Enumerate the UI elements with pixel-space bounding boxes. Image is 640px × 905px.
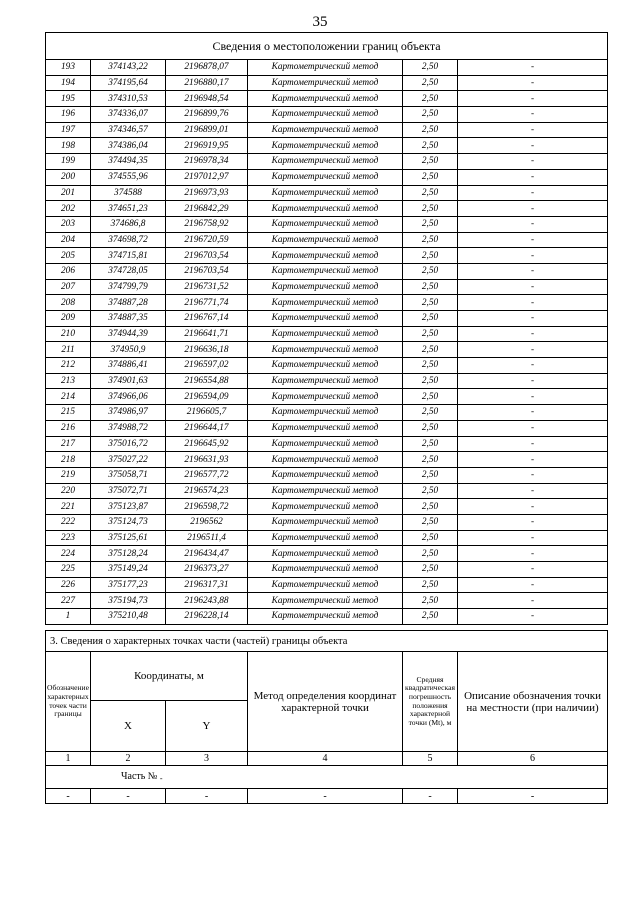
method: Картометрический метод bbox=[248, 467, 403, 483]
description: - bbox=[458, 263, 608, 279]
method: Картометрический метод bbox=[248, 232, 403, 248]
table-row bbox=[46, 122, 608, 138]
coord-x: 374715,81 bbox=[91, 248, 166, 264]
point-id: 219 bbox=[46, 467, 91, 483]
description: - bbox=[458, 499, 608, 515]
coord-y: 2196703,54 bbox=[166, 248, 248, 264]
description: - bbox=[458, 248, 608, 264]
description: - bbox=[458, 514, 608, 530]
table-row bbox=[46, 185, 608, 201]
method: Картометрический метод bbox=[248, 562, 403, 578]
empty-cell: - bbox=[166, 789, 248, 804]
point-id: 208 bbox=[46, 295, 91, 311]
coord-y: 2196645,92 bbox=[166, 436, 248, 452]
method: Картометрический метод bbox=[248, 216, 403, 232]
coord-x: 374799,79 bbox=[91, 279, 166, 295]
point-id: 222 bbox=[46, 514, 91, 530]
description: - bbox=[458, 232, 608, 248]
table-row bbox=[46, 263, 608, 279]
description: - bbox=[458, 122, 608, 138]
accuracy: 2,50 bbox=[403, 279, 458, 295]
point-id: 203 bbox=[46, 216, 91, 232]
coord-y: 2196317,31 bbox=[166, 577, 248, 593]
point-id: 198 bbox=[46, 138, 91, 154]
coord-y: 2196605,7 bbox=[166, 405, 248, 421]
description: - bbox=[458, 467, 608, 483]
point-id: 213 bbox=[46, 373, 91, 389]
coord-x: 375016,72 bbox=[91, 436, 166, 452]
accuracy: 2,50 bbox=[403, 609, 458, 625]
description: - bbox=[458, 201, 608, 217]
accuracy: 2,50 bbox=[403, 91, 458, 107]
point-id: 201 bbox=[46, 185, 91, 201]
table-row bbox=[46, 169, 608, 185]
table-row bbox=[46, 358, 608, 374]
point-id: 221 bbox=[46, 499, 91, 515]
accuracy: 2,50 bbox=[403, 169, 458, 185]
coord-y: 2196880,17 bbox=[166, 75, 248, 91]
col-method-header: Метод определения координат характерной точки bbox=[248, 652, 403, 752]
method: Картометрический метод bbox=[248, 122, 403, 138]
coord-x: 374986,97 bbox=[91, 405, 166, 421]
table-row bbox=[46, 405, 608, 421]
table-row bbox=[46, 154, 608, 170]
point-id: 218 bbox=[46, 452, 91, 468]
accuracy: 2,50 bbox=[403, 562, 458, 578]
description: - bbox=[458, 75, 608, 91]
coord-y: 2196767,14 bbox=[166, 311, 248, 327]
empty-cell: - bbox=[91, 789, 166, 804]
point-id: 225 bbox=[46, 562, 91, 578]
description: - bbox=[458, 405, 608, 421]
coord-x: 374651,23 bbox=[91, 201, 166, 217]
empty-cell: - bbox=[403, 789, 458, 804]
col-number: 3 bbox=[166, 752, 248, 766]
coord-x: 374336,07 bbox=[91, 107, 166, 123]
coord-y: 2196574,23 bbox=[166, 483, 248, 499]
table-row bbox=[46, 514, 608, 530]
accuracy: 2,50 bbox=[403, 467, 458, 483]
description: - bbox=[458, 60, 608, 76]
table-row bbox=[46, 609, 608, 625]
coord-x: 375125,61 bbox=[91, 530, 166, 546]
table-row bbox=[46, 577, 608, 593]
coord-y: 2196644,17 bbox=[166, 420, 248, 436]
point-id: 217 bbox=[46, 436, 91, 452]
method: Картометрический метод bbox=[248, 358, 403, 374]
method: Картометрический метод bbox=[248, 452, 403, 468]
section-title: Сведения о местоположении границ объекта bbox=[46, 33, 608, 60]
point-id: 211 bbox=[46, 342, 91, 358]
method: Картометрический метод bbox=[248, 326, 403, 342]
coord-y: 2196636,18 bbox=[166, 342, 248, 358]
accuracy: 2,50 bbox=[403, 530, 458, 546]
table-row bbox=[46, 232, 608, 248]
method: Картометрический метод bbox=[248, 436, 403, 452]
point-id: 1 bbox=[46, 609, 91, 625]
coord-x: 375149,24 bbox=[91, 562, 166, 578]
coord-x: 374143,22 bbox=[91, 60, 166, 76]
point-id: 224 bbox=[46, 546, 91, 562]
col-accuracy-header: Средняя квадратическая погрешность положения характерной точки (Мt), м bbox=[403, 652, 458, 752]
coord-x: 375123,87 bbox=[91, 499, 166, 515]
description: - bbox=[458, 546, 608, 562]
description: - bbox=[458, 609, 608, 625]
table-row bbox=[46, 295, 608, 311]
section3-title: 3. Сведения о характерных точках части (частей) границы объекта bbox=[46, 631, 608, 652]
method: Картометрический метод bbox=[248, 185, 403, 201]
point-id: 207 bbox=[46, 279, 91, 295]
point-id: 205 bbox=[46, 248, 91, 264]
accuracy: 2,50 bbox=[403, 201, 458, 217]
table-row bbox=[46, 436, 608, 452]
method: Картометрический метод bbox=[248, 60, 403, 76]
description: - bbox=[458, 295, 608, 311]
method: Картометрический метод bbox=[248, 499, 403, 515]
coord-y: 2196373,27 bbox=[166, 562, 248, 578]
coord-y: 2196919,95 bbox=[166, 138, 248, 154]
coord-y: 2196948,54 bbox=[166, 91, 248, 107]
coord-y: 2196243,88 bbox=[166, 593, 248, 609]
table-row bbox=[46, 138, 608, 154]
accuracy: 2,50 bbox=[403, 154, 458, 170]
description: - bbox=[458, 530, 608, 546]
table-row bbox=[46, 420, 608, 436]
empty-cell: - bbox=[458, 789, 608, 804]
col-x-header: X bbox=[91, 701, 166, 752]
table-row bbox=[46, 279, 608, 295]
coord-y: 2196842,29 bbox=[166, 201, 248, 217]
accuracy: 2,50 bbox=[403, 75, 458, 91]
table-row bbox=[46, 530, 608, 546]
description: - bbox=[458, 107, 608, 123]
point-id: 220 bbox=[46, 483, 91, 499]
accuracy: 2,50 bbox=[403, 107, 458, 123]
point-id: 194 bbox=[46, 75, 91, 91]
accuracy: 2,50 bbox=[403, 326, 458, 342]
accuracy: 2,50 bbox=[403, 514, 458, 530]
accuracy: 2,50 bbox=[403, 436, 458, 452]
coord-x: 375177,23 bbox=[91, 577, 166, 593]
method: Картометрический метод bbox=[248, 248, 403, 264]
method: Картометрический метод bbox=[248, 91, 403, 107]
coord-y: 2196771,74 bbox=[166, 295, 248, 311]
point-id: 193 bbox=[46, 60, 91, 76]
coord-y: 2196899,76 bbox=[166, 107, 248, 123]
description: - bbox=[458, 138, 608, 154]
coord-x: 375194,73 bbox=[91, 593, 166, 609]
table-row bbox=[46, 248, 608, 264]
coord-y: 2196562 bbox=[166, 514, 248, 530]
part-label-cell bbox=[46, 766, 608, 789]
accuracy: 2,50 bbox=[403, 122, 458, 138]
point-id: 227 bbox=[46, 593, 91, 609]
point-id: 199 bbox=[46, 154, 91, 170]
accuracy: 2,50 bbox=[403, 546, 458, 562]
accuracy: 2,50 bbox=[403, 138, 458, 154]
coord-x: 374886,41 bbox=[91, 358, 166, 374]
part-points-table bbox=[45, 630, 608, 804]
method: Картометрический метод bbox=[248, 169, 403, 185]
method: Картометрический метод bbox=[248, 342, 403, 358]
coord-x: 374195,64 bbox=[91, 75, 166, 91]
accuracy: 2,50 bbox=[403, 593, 458, 609]
description: - bbox=[458, 562, 608, 578]
accuracy: 2,50 bbox=[403, 358, 458, 374]
coord-x: 374686,8 bbox=[91, 216, 166, 232]
method: Картометрический метод bbox=[248, 154, 403, 170]
col-point-header: Обозначение характерных точек части границы bbox=[46, 652, 91, 752]
point-id: 216 bbox=[46, 420, 91, 436]
coord-y: 2196899,01 bbox=[166, 122, 248, 138]
col-description-header: Описание обозначения точки на местности (при наличии) bbox=[458, 652, 608, 752]
point-id: 204 bbox=[46, 232, 91, 248]
description: - bbox=[458, 326, 608, 342]
method: Картометрический метод bbox=[248, 107, 403, 123]
method: Картометрический метод bbox=[248, 483, 403, 499]
coord-x: 374901,63 bbox=[91, 373, 166, 389]
description: - bbox=[458, 483, 608, 499]
col-y-header: Y bbox=[166, 701, 248, 752]
coord-y: 2196758,92 bbox=[166, 216, 248, 232]
accuracy: 2,50 bbox=[403, 420, 458, 436]
coord-y: 2196434,47 bbox=[166, 546, 248, 562]
col-number: 1 bbox=[46, 752, 91, 766]
description: - bbox=[458, 216, 608, 232]
method: Картометрический метод bbox=[248, 263, 403, 279]
col-number: 4 bbox=[248, 752, 403, 766]
coord-y: 2196978,34 bbox=[166, 154, 248, 170]
method: Картометрический метод bbox=[248, 514, 403, 530]
col-coords-header: Координаты, м bbox=[91, 652, 248, 701]
accuracy: 2,50 bbox=[403, 373, 458, 389]
coord-y: 2196598,72 bbox=[166, 499, 248, 515]
accuracy: 2,50 bbox=[403, 577, 458, 593]
col-number: 6 bbox=[458, 752, 608, 766]
table-row bbox=[46, 342, 608, 358]
table-row bbox=[46, 216, 608, 232]
point-id: 206 bbox=[46, 263, 91, 279]
point-id: 223 bbox=[46, 530, 91, 546]
method: Картометрический метод bbox=[248, 546, 403, 562]
accuracy: 2,50 bbox=[403, 263, 458, 279]
empty-cell: - bbox=[46, 789, 91, 804]
table-row bbox=[46, 483, 608, 499]
coord-y: 2196973,93 bbox=[166, 185, 248, 201]
coord-x: 375124,73 bbox=[91, 514, 166, 530]
point-id: 195 bbox=[46, 91, 91, 107]
point-id: 210 bbox=[46, 326, 91, 342]
point-id: 215 bbox=[46, 405, 91, 421]
description: - bbox=[458, 358, 608, 374]
accuracy: 2,50 bbox=[403, 295, 458, 311]
point-id: 209 bbox=[46, 311, 91, 327]
description: - bbox=[458, 436, 608, 452]
coord-x: 374346,57 bbox=[91, 122, 166, 138]
accuracy: 2,50 bbox=[403, 311, 458, 327]
coord-y: 2196577,72 bbox=[166, 467, 248, 483]
accuracy: 2,50 bbox=[403, 216, 458, 232]
point-id: 197 bbox=[46, 122, 91, 138]
coord-y: 2196631,93 bbox=[166, 452, 248, 468]
method: Картометрический метод bbox=[248, 405, 403, 421]
coord-y: 2196641,71 bbox=[166, 326, 248, 342]
method: Картометрический метод bbox=[248, 530, 403, 546]
coord-x: 374310,53 bbox=[91, 91, 166, 107]
coord-x: 375210,48 bbox=[91, 609, 166, 625]
accuracy: 2,50 bbox=[403, 452, 458, 468]
method: Картометрический метод bbox=[248, 201, 403, 217]
coord-y: 2196554,88 bbox=[166, 373, 248, 389]
method: Картометрический метод bbox=[248, 311, 403, 327]
point-id: 202 bbox=[46, 201, 91, 217]
method: Картометрический метод bbox=[248, 279, 403, 295]
description: - bbox=[458, 452, 608, 468]
coord-y: 2196228,14 bbox=[166, 609, 248, 625]
table-row bbox=[46, 311, 608, 327]
table-row bbox=[46, 562, 608, 578]
point-id: 226 bbox=[46, 577, 91, 593]
empty-cell: - bbox=[248, 789, 403, 804]
coord-x: 374494,35 bbox=[91, 154, 166, 170]
table-row bbox=[46, 326, 608, 342]
method: Картометрический метод bbox=[248, 75, 403, 91]
coord-y: 2196878,07 bbox=[166, 60, 248, 76]
method: Картометрический метод bbox=[248, 577, 403, 593]
point-id: 196 bbox=[46, 107, 91, 123]
description: - bbox=[458, 91, 608, 107]
coord-x: 374728,05 bbox=[91, 263, 166, 279]
coord-x: 374588 bbox=[91, 185, 166, 201]
coord-x: 374988,72 bbox=[91, 420, 166, 436]
method: Картометрический метод bbox=[248, 138, 403, 154]
coord-x: 374698,72 bbox=[91, 232, 166, 248]
coord-x: 374555,96 bbox=[91, 169, 166, 185]
part-value: - bbox=[159, 774, 163, 783]
coord-x: 375128,24 bbox=[91, 546, 166, 562]
table-row bbox=[46, 201, 608, 217]
coord-x: 374386,04 bbox=[91, 138, 166, 154]
description: - bbox=[458, 279, 608, 295]
description: - bbox=[458, 154, 608, 170]
coord-x: 374944,39 bbox=[91, 326, 166, 342]
table-row bbox=[46, 75, 608, 91]
part-label: Часть № bbox=[121, 771, 160, 782]
method: Картометрический метод bbox=[248, 389, 403, 405]
table-row bbox=[46, 91, 608, 107]
method: Картометрический метод bbox=[248, 373, 403, 389]
table-row bbox=[46, 593, 608, 609]
coord-x: 374950,9 bbox=[91, 342, 166, 358]
table-row bbox=[46, 389, 608, 405]
method: Картометрический метод bbox=[248, 420, 403, 436]
accuracy: 2,50 bbox=[403, 405, 458, 421]
coord-y: 2196594,09 bbox=[166, 389, 248, 405]
description: - bbox=[458, 420, 608, 436]
table-row bbox=[46, 107, 608, 123]
method: Картометрический метод bbox=[248, 593, 403, 609]
coord-x: 375027,22 bbox=[91, 452, 166, 468]
coord-x: 375058,71 bbox=[91, 467, 166, 483]
coord-y: 2196703,54 bbox=[166, 263, 248, 279]
description: - bbox=[458, 311, 608, 327]
col-number: 5 bbox=[403, 752, 458, 766]
coord-y: 2196511,4 bbox=[166, 530, 248, 546]
point-id: 200 bbox=[46, 169, 91, 185]
table-row bbox=[46, 499, 608, 515]
coord-x: 374887,28 bbox=[91, 295, 166, 311]
description: - bbox=[458, 389, 608, 405]
method: Картометрический метод bbox=[248, 295, 403, 311]
coord-y: 2197012,97 bbox=[166, 169, 248, 185]
table-row bbox=[46, 546, 608, 562]
table-row bbox=[46, 452, 608, 468]
description: - bbox=[458, 342, 608, 358]
page-number: 35 bbox=[312, 14, 328, 30]
point-id: 212 bbox=[46, 358, 91, 374]
table-row bbox=[46, 467, 608, 483]
accuracy: 2,50 bbox=[403, 389, 458, 405]
accuracy: 2,50 bbox=[403, 342, 458, 358]
coord-y: 2196731,52 bbox=[166, 279, 248, 295]
description: - bbox=[458, 185, 608, 201]
accuracy: 2,50 bbox=[403, 185, 458, 201]
coord-y: 2196720,59 bbox=[166, 232, 248, 248]
accuracy: 2,50 bbox=[403, 483, 458, 499]
coord-x: 374887,35 bbox=[91, 311, 166, 327]
boundary-points-table bbox=[45, 32, 608, 625]
accuracy: 2,50 bbox=[403, 60, 458, 76]
description: - bbox=[458, 593, 608, 609]
accuracy: 2,50 bbox=[403, 232, 458, 248]
description: - bbox=[458, 577, 608, 593]
description: - bbox=[458, 373, 608, 389]
accuracy: 2,50 bbox=[403, 499, 458, 515]
coord-x: 375072,71 bbox=[91, 483, 166, 499]
col-number: 2 bbox=[91, 752, 166, 766]
table-row bbox=[46, 373, 608, 389]
table-row bbox=[46, 60, 608, 76]
accuracy: 2,50 bbox=[403, 248, 458, 264]
method: Картометрический метод bbox=[248, 609, 403, 625]
coord-y: 2196597,02 bbox=[166, 358, 248, 374]
description: - bbox=[458, 169, 608, 185]
point-id: 214 bbox=[46, 389, 91, 405]
coord-x: 374966,06 bbox=[91, 389, 166, 405]
